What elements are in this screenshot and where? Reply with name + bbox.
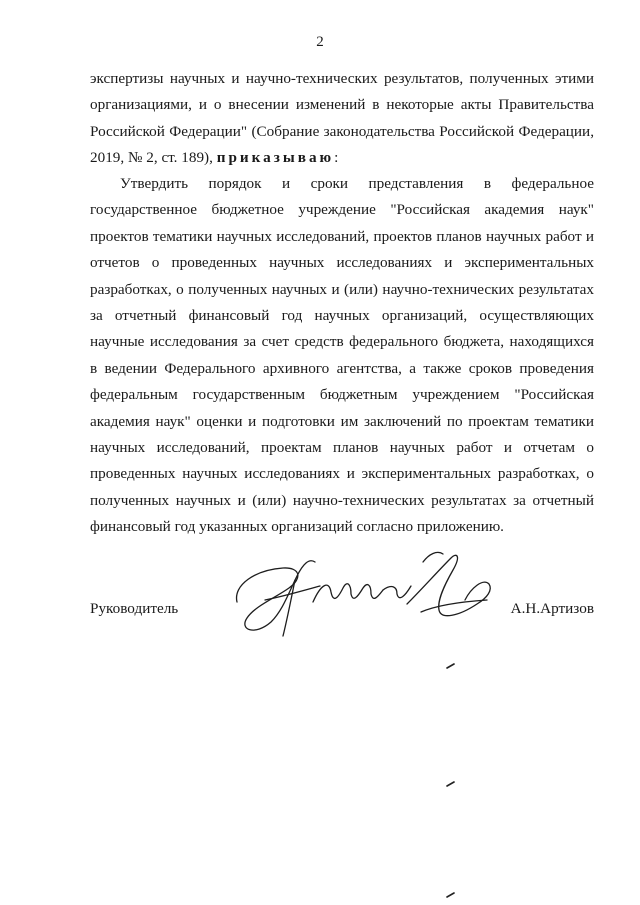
- text-line: разработках, о полученных научных и (или) научно-технических результатах: [90, 280, 594, 298]
- text-line: проведенных научных исследованиях и экспериментальных разработках, о: [90, 465, 594, 483]
- signer-name: А.Н.Артизов: [510, 600, 594, 617]
- text-line: научных исследований, проектам планов научных работ и отчетам о: [90, 439, 594, 457]
- stray-mark: [446, 662, 456, 670]
- paragraph-order-body: [90, 171, 594, 541]
- colon: :: [334, 149, 339, 167]
- text-line: федеральным государственным бюджетным учреждением "Российская: [90, 386, 594, 404]
- handwritten-signature: [225, 540, 505, 650]
- text-line: экспертизы научных и научно-технических результатов, полученных этими: [90, 70, 594, 87]
- signature-row: [90, 600, 594, 630]
- text-line: в ведении Федерального архивного агентства, а также сроков проведения: [90, 359, 594, 377]
- order-word: приказываю: [216, 149, 335, 167]
- text-line: государственное бюджетное учреждение "Российская академия наук": [90, 201, 594, 219]
- text-line-order: [90, 145, 594, 171]
- text-line: отчетов о проведенных научных исследованиях и экспериментальных: [90, 254, 594, 272]
- text-line: финансовый год указанных организаций согласно приложению.: [90, 518, 504, 536]
- paragraph-preamble-end: [90, 66, 594, 172]
- stray-mark: [446, 780, 456, 788]
- citation-text: 2019, № 2, ст. 189),: [90, 149, 217, 167]
- text-line: полученных научных и (или) научно-технических результатах за отчетный: [90, 491, 594, 509]
- text-line: Российской Федерации" (Собрание законодательства Российской Федерации,: [90, 122, 594, 140]
- text-line: научные исследования за счет средств федерального бюджета, находящихся: [90, 333, 594, 351]
- text-line: организациями, и о внесении изменений в некоторые акты Правительства: [90, 96, 594, 114]
- text-line: академия наук" оценки и подготовки им заключений по проектам тематики: [90, 412, 594, 430]
- text-line: за отчетный финансовый год научных организаций, осуществляющих: [90, 307, 594, 325]
- stray-mark: [446, 891, 456, 899]
- text-line: проектов тематики научных исследований, проектов планов научных работ и: [90, 227, 594, 245]
- page-number: 2: [316, 34, 324, 50]
- signer-title: Руководитель: [90, 600, 179, 617]
- text-line: Утвердить порядок и сроки представления в федеральное: [120, 175, 594, 192]
